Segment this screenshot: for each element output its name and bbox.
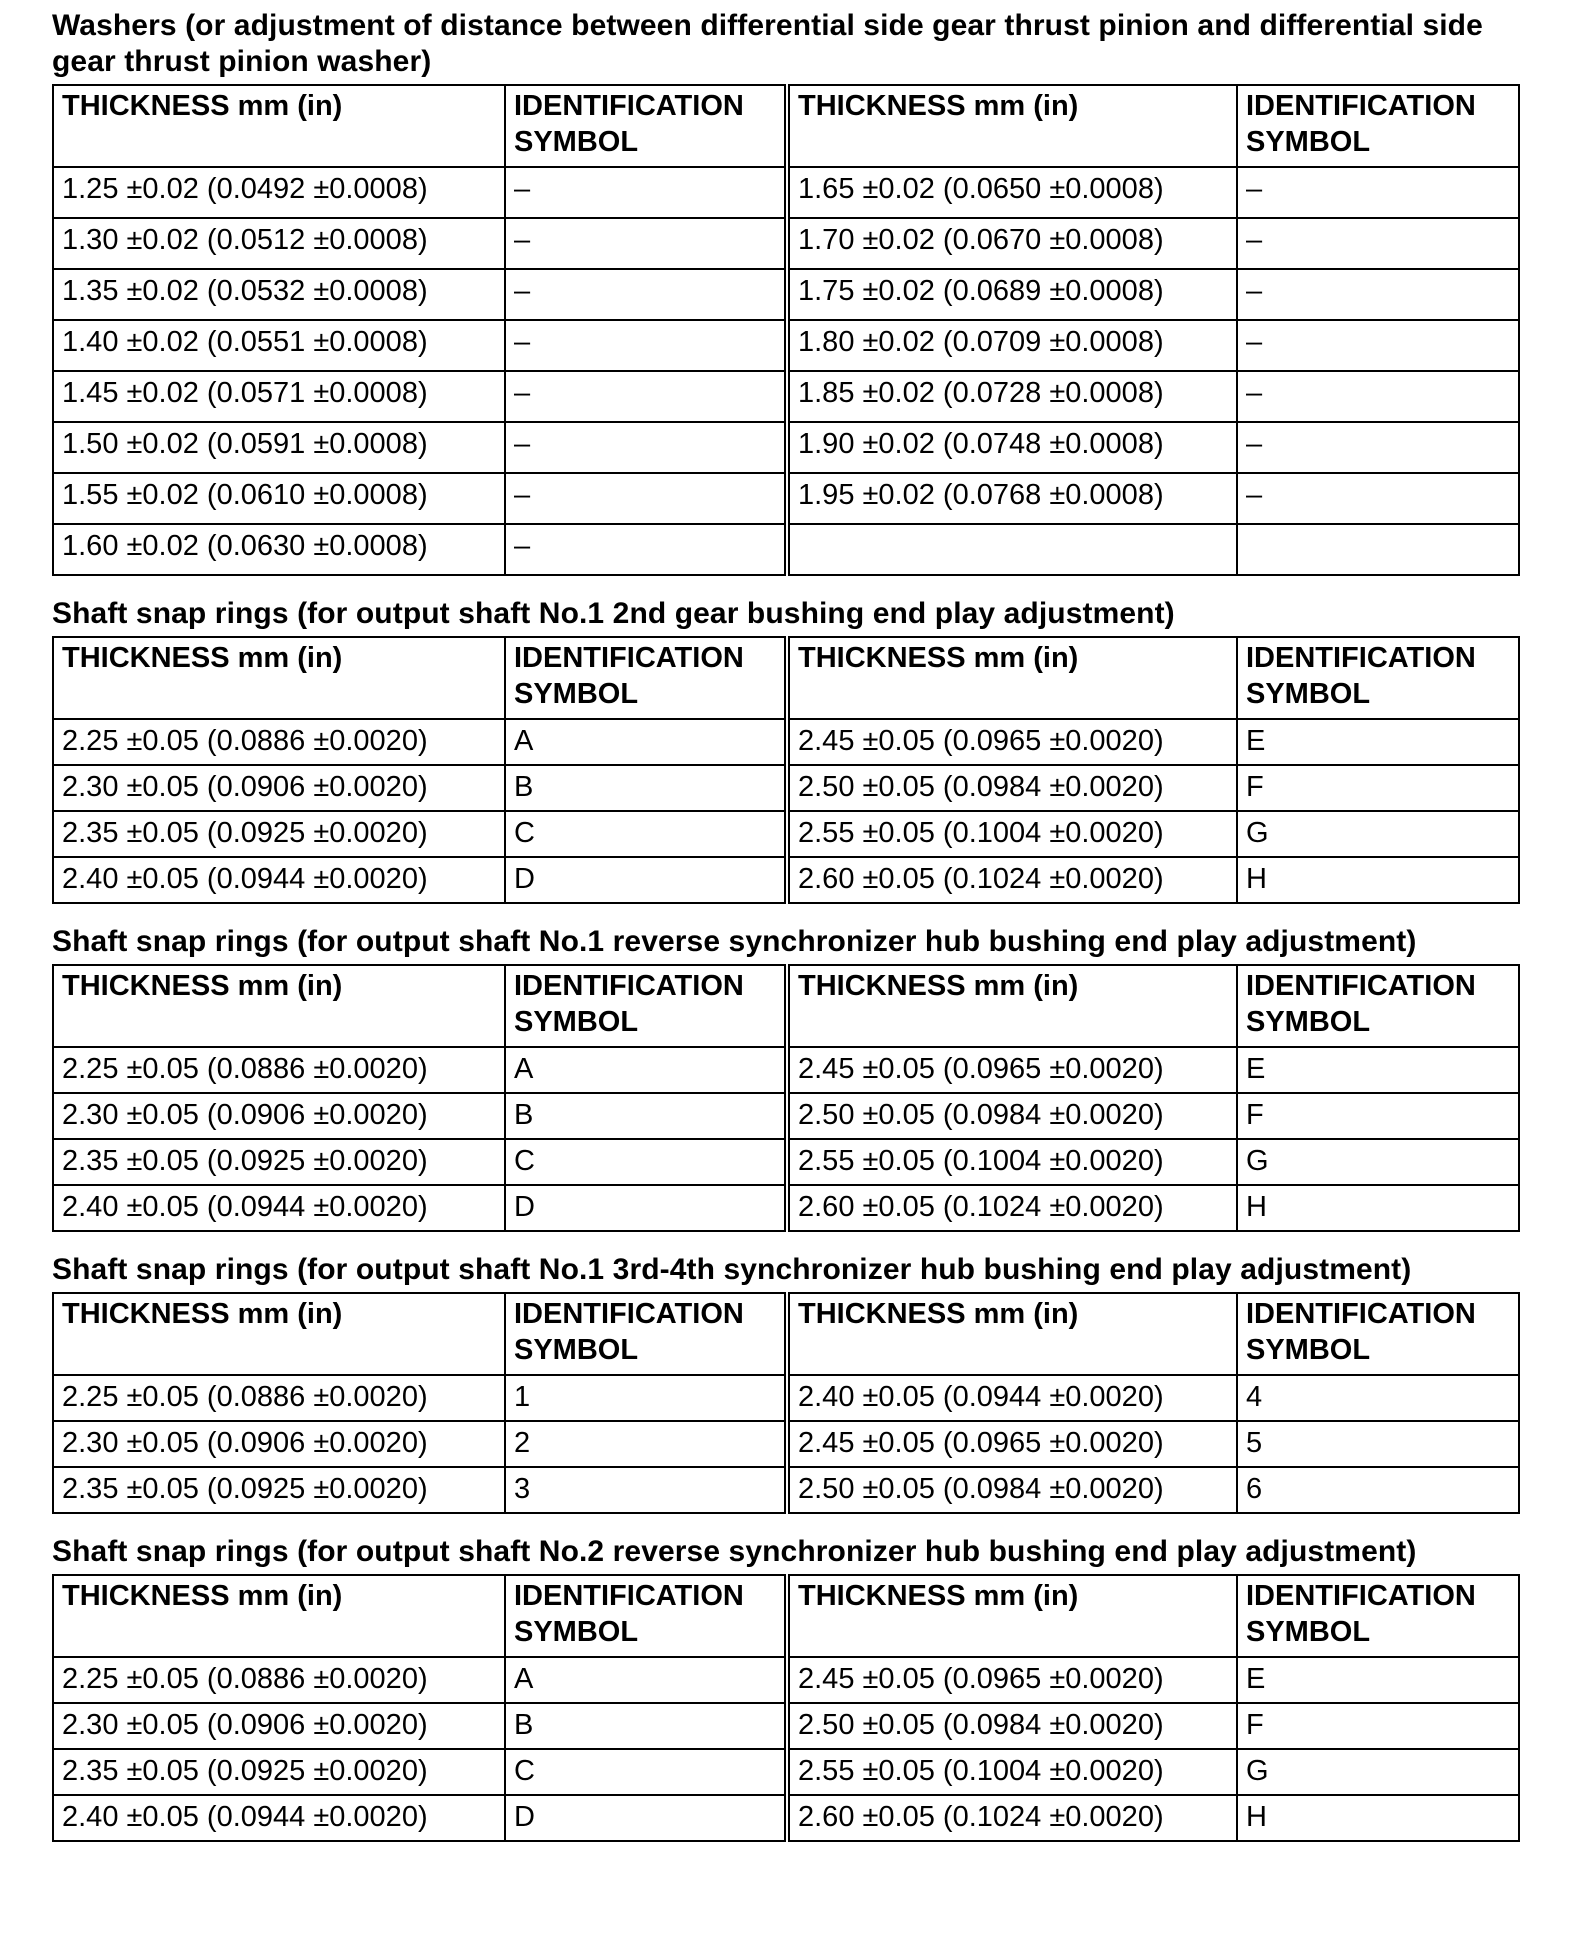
thickness-cell: 1.55 ±0.02 (0.0610 ±0.0008) [53, 473, 505, 524]
washers-section [52, 8, 1518, 576]
table-header-row [53, 1575, 1519, 1657]
thickness-cell: 2.40 ±0.05 (0.0944 ±0.0020) [53, 1185, 505, 1231]
symbol-cell: C [505, 1749, 787, 1795]
symbol-cell: B [505, 765, 787, 811]
thickness-cell: 1.95 ±0.02 (0.0768 ±0.0008) [787, 473, 1237, 524]
table-row [53, 719, 1519, 765]
thickness-cell: 2.55 ±0.05 (0.1004 ±0.0020) [787, 1139, 1237, 1185]
thickness-cell: 2.60 ±0.05 (0.1024 ±0.0020) [787, 1185, 1237, 1231]
column-header-symbol: IDENTIFICATION SYMBOL [1237, 965, 1519, 1047]
symbol-cell: D [505, 1795, 787, 1841]
spec-document [52, 8, 1518, 1842]
thickness-cell: 2.50 ±0.05 (0.0984 ±0.0020) [787, 1093, 1237, 1139]
symbol-cell: B [505, 1703, 787, 1749]
symbol-cell: 2 [505, 1421, 787, 1467]
thickness-cell: 2.50 ±0.05 (0.0984 ±0.0020) [787, 765, 1237, 811]
symbol-cell: A [505, 719, 787, 765]
thickness-cell: 2.40 ±0.05 (0.0944 ±0.0020) [53, 857, 505, 903]
symbol-cell: – [505, 473, 787, 524]
thickness-cell: 2.50 ±0.05 (0.0984 ±0.0020) [787, 1467, 1237, 1513]
column-header-symbol: IDENTIFICATION SYMBOL [1237, 1575, 1519, 1657]
symbol-cell: H [1237, 1185, 1519, 1231]
thickness-cell: 1.35 ±0.02 (0.0532 ±0.0008) [53, 269, 505, 320]
symbol-cell: – [505, 269, 787, 320]
column-header-symbol: IDENTIFICATION SYMBOL [1237, 1293, 1519, 1375]
snap-ring-3rd-4th-section [52, 1252, 1518, 1514]
column-header-thickness: THICKNESS mm (in) [787, 965, 1237, 1047]
column-header-thickness: THICKNESS mm (in) [787, 1293, 1237, 1375]
column-header-thickness: THICKNESS mm (in) [787, 1575, 1237, 1657]
symbol-cell: A [505, 1047, 787, 1093]
symbol-cell: – [1237, 269, 1519, 320]
snap-ring-no2-reverse-table [52, 1574, 1520, 1842]
thickness-cell [787, 524, 1237, 575]
section-title: Shaft snap rings (for output shaft No.1 2nd gear bushing end play adjustment) [52, 597, 1175, 630]
symbol-cell: E [1237, 719, 1519, 765]
symbol-cell: G [1237, 811, 1519, 857]
table-row [53, 1185, 1519, 1231]
thickness-cell: 1.65 ±0.02 (0.0650 ±0.0008) [787, 167, 1237, 218]
table-row [53, 1139, 1519, 1185]
symbol-cell: 6 [1237, 1467, 1519, 1513]
symbol-cell: – [1237, 371, 1519, 422]
section-title: Washers (or adjustment of distance between differential side gear thrust pinion and differential side gear thrust pinion washer) [52, 9, 1483, 78]
thickness-cell: 1.30 ±0.02 (0.0512 ±0.0008) [53, 218, 505, 269]
symbol-cell: F [1237, 1703, 1519, 1749]
thickness-cell: 2.35 ±0.05 (0.0925 ±0.0020) [53, 811, 505, 857]
thickness-cell: 2.60 ±0.05 (0.1024 ±0.0020) [787, 857, 1237, 903]
thickness-cell: 1.40 ±0.02 (0.0551 ±0.0008) [53, 320, 505, 371]
table-row [53, 811, 1519, 857]
thickness-cell: 2.30 ±0.05 (0.0906 ±0.0020) [53, 765, 505, 811]
column-header-symbol: IDENTIFICATION SYMBOL [505, 1293, 787, 1375]
table-row [53, 1657, 1519, 1703]
table-row [53, 1375, 1519, 1421]
symbol-cell: – [1237, 218, 1519, 269]
snap-ring-2nd-gear-section [52, 596, 1518, 904]
table-row [53, 473, 1519, 524]
snap-ring-3rd-4th-table [52, 1292, 1520, 1514]
symbol-cell: – [505, 320, 787, 371]
section-title: Shaft snap rings (for output shaft No.1 3rd-4th synchronizer hub bushing end play adjustment) [52, 1253, 1412, 1286]
symbol-cell: H [1237, 1795, 1519, 1841]
symbol-cell: – [1237, 320, 1519, 371]
table-row [53, 167, 1519, 218]
table-row [53, 1703, 1519, 1749]
symbol-cell: E [1237, 1047, 1519, 1093]
column-header-thickness: THICKNESS mm (in) [53, 637, 505, 719]
thickness-cell: 2.45 ±0.05 (0.0965 ±0.0020) [787, 1421, 1237, 1467]
washer-thickness-table [52, 84, 1520, 576]
section-title: Shaft snap rings (for output shaft No.1 reverse synchronizer hub bushing end play adjustment) [52, 925, 1417, 958]
symbol-cell: F [1237, 765, 1519, 811]
symbol-cell: B [505, 1093, 787, 1139]
table-row [53, 1093, 1519, 1139]
symbol-cell: 3 [505, 1467, 787, 1513]
thickness-cell: 2.35 ±0.05 (0.0925 ±0.0020) [53, 1139, 505, 1185]
thickness-cell: 2.30 ±0.05 (0.0906 ±0.0020) [53, 1093, 505, 1139]
symbol-cell: – [505, 422, 787, 473]
symbol-cell: G [1237, 1749, 1519, 1795]
thickness-cell: 2.35 ±0.05 (0.0925 ±0.0020) [53, 1467, 505, 1513]
table-row [53, 1047, 1519, 1093]
column-header-thickness: THICKNESS mm (in) [787, 637, 1237, 719]
thickness-cell: 1.85 ±0.02 (0.0728 ±0.0008) [787, 371, 1237, 422]
table-row [53, 269, 1519, 320]
thickness-cell: 1.75 ±0.02 (0.0689 ±0.0008) [787, 269, 1237, 320]
thickness-cell: 2.25 ±0.05 (0.0886 ±0.0020) [53, 1657, 505, 1703]
symbol-cell: – [505, 371, 787, 422]
thickness-cell: 2.40 ±0.05 (0.0944 ±0.0020) [53, 1795, 505, 1841]
thickness-cell: 1.90 ±0.02 (0.0748 ±0.0008) [787, 422, 1237, 473]
thickness-cell: 1.60 ±0.02 (0.0630 ±0.0008) [53, 524, 505, 575]
column-header-symbol: IDENTIFICATION SYMBOL [1237, 85, 1519, 167]
table-row [53, 1467, 1519, 1513]
thickness-cell: 2.25 ±0.05 (0.0886 ±0.0020) [53, 719, 505, 765]
thickness-cell: 2.35 ±0.05 (0.0925 ±0.0020) [53, 1749, 505, 1795]
thickness-cell: 2.45 ±0.05 (0.0965 ±0.0020) [787, 1657, 1237, 1703]
symbol-cell [1237, 524, 1519, 575]
symbol-cell: E [1237, 1657, 1519, 1703]
symbol-cell: F [1237, 1093, 1519, 1139]
table-row [53, 320, 1519, 371]
symbol-cell: D [505, 1185, 787, 1231]
symbol-cell: 1 [505, 1375, 787, 1421]
column-header-symbol: IDENTIFICATION SYMBOL [505, 965, 787, 1047]
thickness-cell: 2.25 ±0.05 (0.0886 ±0.0020) [53, 1375, 505, 1421]
snap-ring-no2-reverse-section [52, 1534, 1518, 1842]
column-header-thickness: THICKNESS mm (in) [53, 1293, 505, 1375]
column-header-symbol: IDENTIFICATION SYMBOL [505, 637, 787, 719]
thickness-cell: 2.45 ±0.05 (0.0965 ±0.0020) [787, 1047, 1237, 1093]
table-row [53, 218, 1519, 269]
thickness-cell: 2.50 ±0.05 (0.0984 ±0.0020) [787, 1703, 1237, 1749]
table-row [53, 524, 1519, 575]
table-header-row [53, 965, 1519, 1047]
symbol-cell: – [1237, 473, 1519, 524]
column-header-symbol: IDENTIFICATION SYMBOL [1237, 637, 1519, 719]
column-header-thickness: THICKNESS mm (in) [53, 1575, 505, 1657]
thickness-cell: 1.45 ±0.02 (0.0571 ±0.0008) [53, 371, 505, 422]
snap-ring-no1-reverse-section [52, 924, 1518, 1232]
symbol-cell: 5 [1237, 1421, 1519, 1467]
table-row [53, 1421, 1519, 1467]
column-header-thickness: THICKNESS mm (in) [787, 85, 1237, 167]
table-row [53, 422, 1519, 473]
thickness-cell: 2.30 ±0.05 (0.0906 ±0.0020) [53, 1703, 505, 1749]
thickness-cell: 1.80 ±0.02 (0.0709 ±0.0008) [787, 320, 1237, 371]
column-header-symbol: IDENTIFICATION SYMBOL [505, 1575, 787, 1657]
thickness-cell: 2.60 ±0.05 (0.1024 ±0.0020) [787, 1795, 1237, 1841]
thickness-cell: 2.45 ±0.05 (0.0965 ±0.0020) [787, 719, 1237, 765]
table-header-row [53, 637, 1519, 719]
table-row [53, 857, 1519, 903]
thickness-cell: 1.70 ±0.02 (0.0670 ±0.0008) [787, 218, 1237, 269]
table-row [53, 765, 1519, 811]
column-header-thickness: THICKNESS mm (in) [53, 85, 505, 167]
thickness-cell: 2.55 ±0.05 (0.1004 ±0.0020) [787, 1749, 1237, 1795]
thickness-cell: 2.30 ±0.05 (0.0906 ±0.0020) [53, 1421, 505, 1467]
thickness-cell: 1.25 ±0.02 (0.0492 ±0.0008) [53, 167, 505, 218]
thickness-cell: 1.50 ±0.02 (0.0591 ±0.0008) [53, 422, 505, 473]
symbol-cell: 4 [1237, 1375, 1519, 1421]
table-row [53, 371, 1519, 422]
symbol-cell: – [505, 167, 787, 218]
section-title: Shaft snap rings (for output shaft No.2 reverse synchronizer hub bushing end play adjustment) [52, 1535, 1417, 1568]
symbol-cell: C [505, 811, 787, 857]
symbol-cell: – [505, 218, 787, 269]
table-row [53, 1795, 1519, 1841]
table-header-row [53, 85, 1519, 167]
thickness-cell: 2.40 ±0.05 (0.0944 ±0.0020) [787, 1375, 1237, 1421]
symbol-cell: C [505, 1139, 787, 1185]
symbol-cell: – [1237, 167, 1519, 218]
symbol-cell: A [505, 1657, 787, 1703]
thickness-cell: 2.55 ±0.05 (0.1004 ±0.0020) [787, 811, 1237, 857]
table-header-row [53, 1293, 1519, 1375]
column-header-symbol: IDENTIFICATION SYMBOL [505, 85, 787, 167]
snap-ring-no1-reverse-table [52, 964, 1520, 1232]
symbol-cell: – [1237, 422, 1519, 473]
symbol-cell: D [505, 857, 787, 903]
snap-ring-2nd-gear-table [52, 636, 1520, 904]
column-header-thickness: THICKNESS mm (in) [53, 965, 505, 1047]
thickness-cell: 2.25 ±0.05 (0.0886 ±0.0020) [53, 1047, 505, 1093]
table-row [53, 1749, 1519, 1795]
symbol-cell: – [505, 524, 787, 575]
symbol-cell: H [1237, 857, 1519, 903]
symbol-cell: G [1237, 1139, 1519, 1185]
